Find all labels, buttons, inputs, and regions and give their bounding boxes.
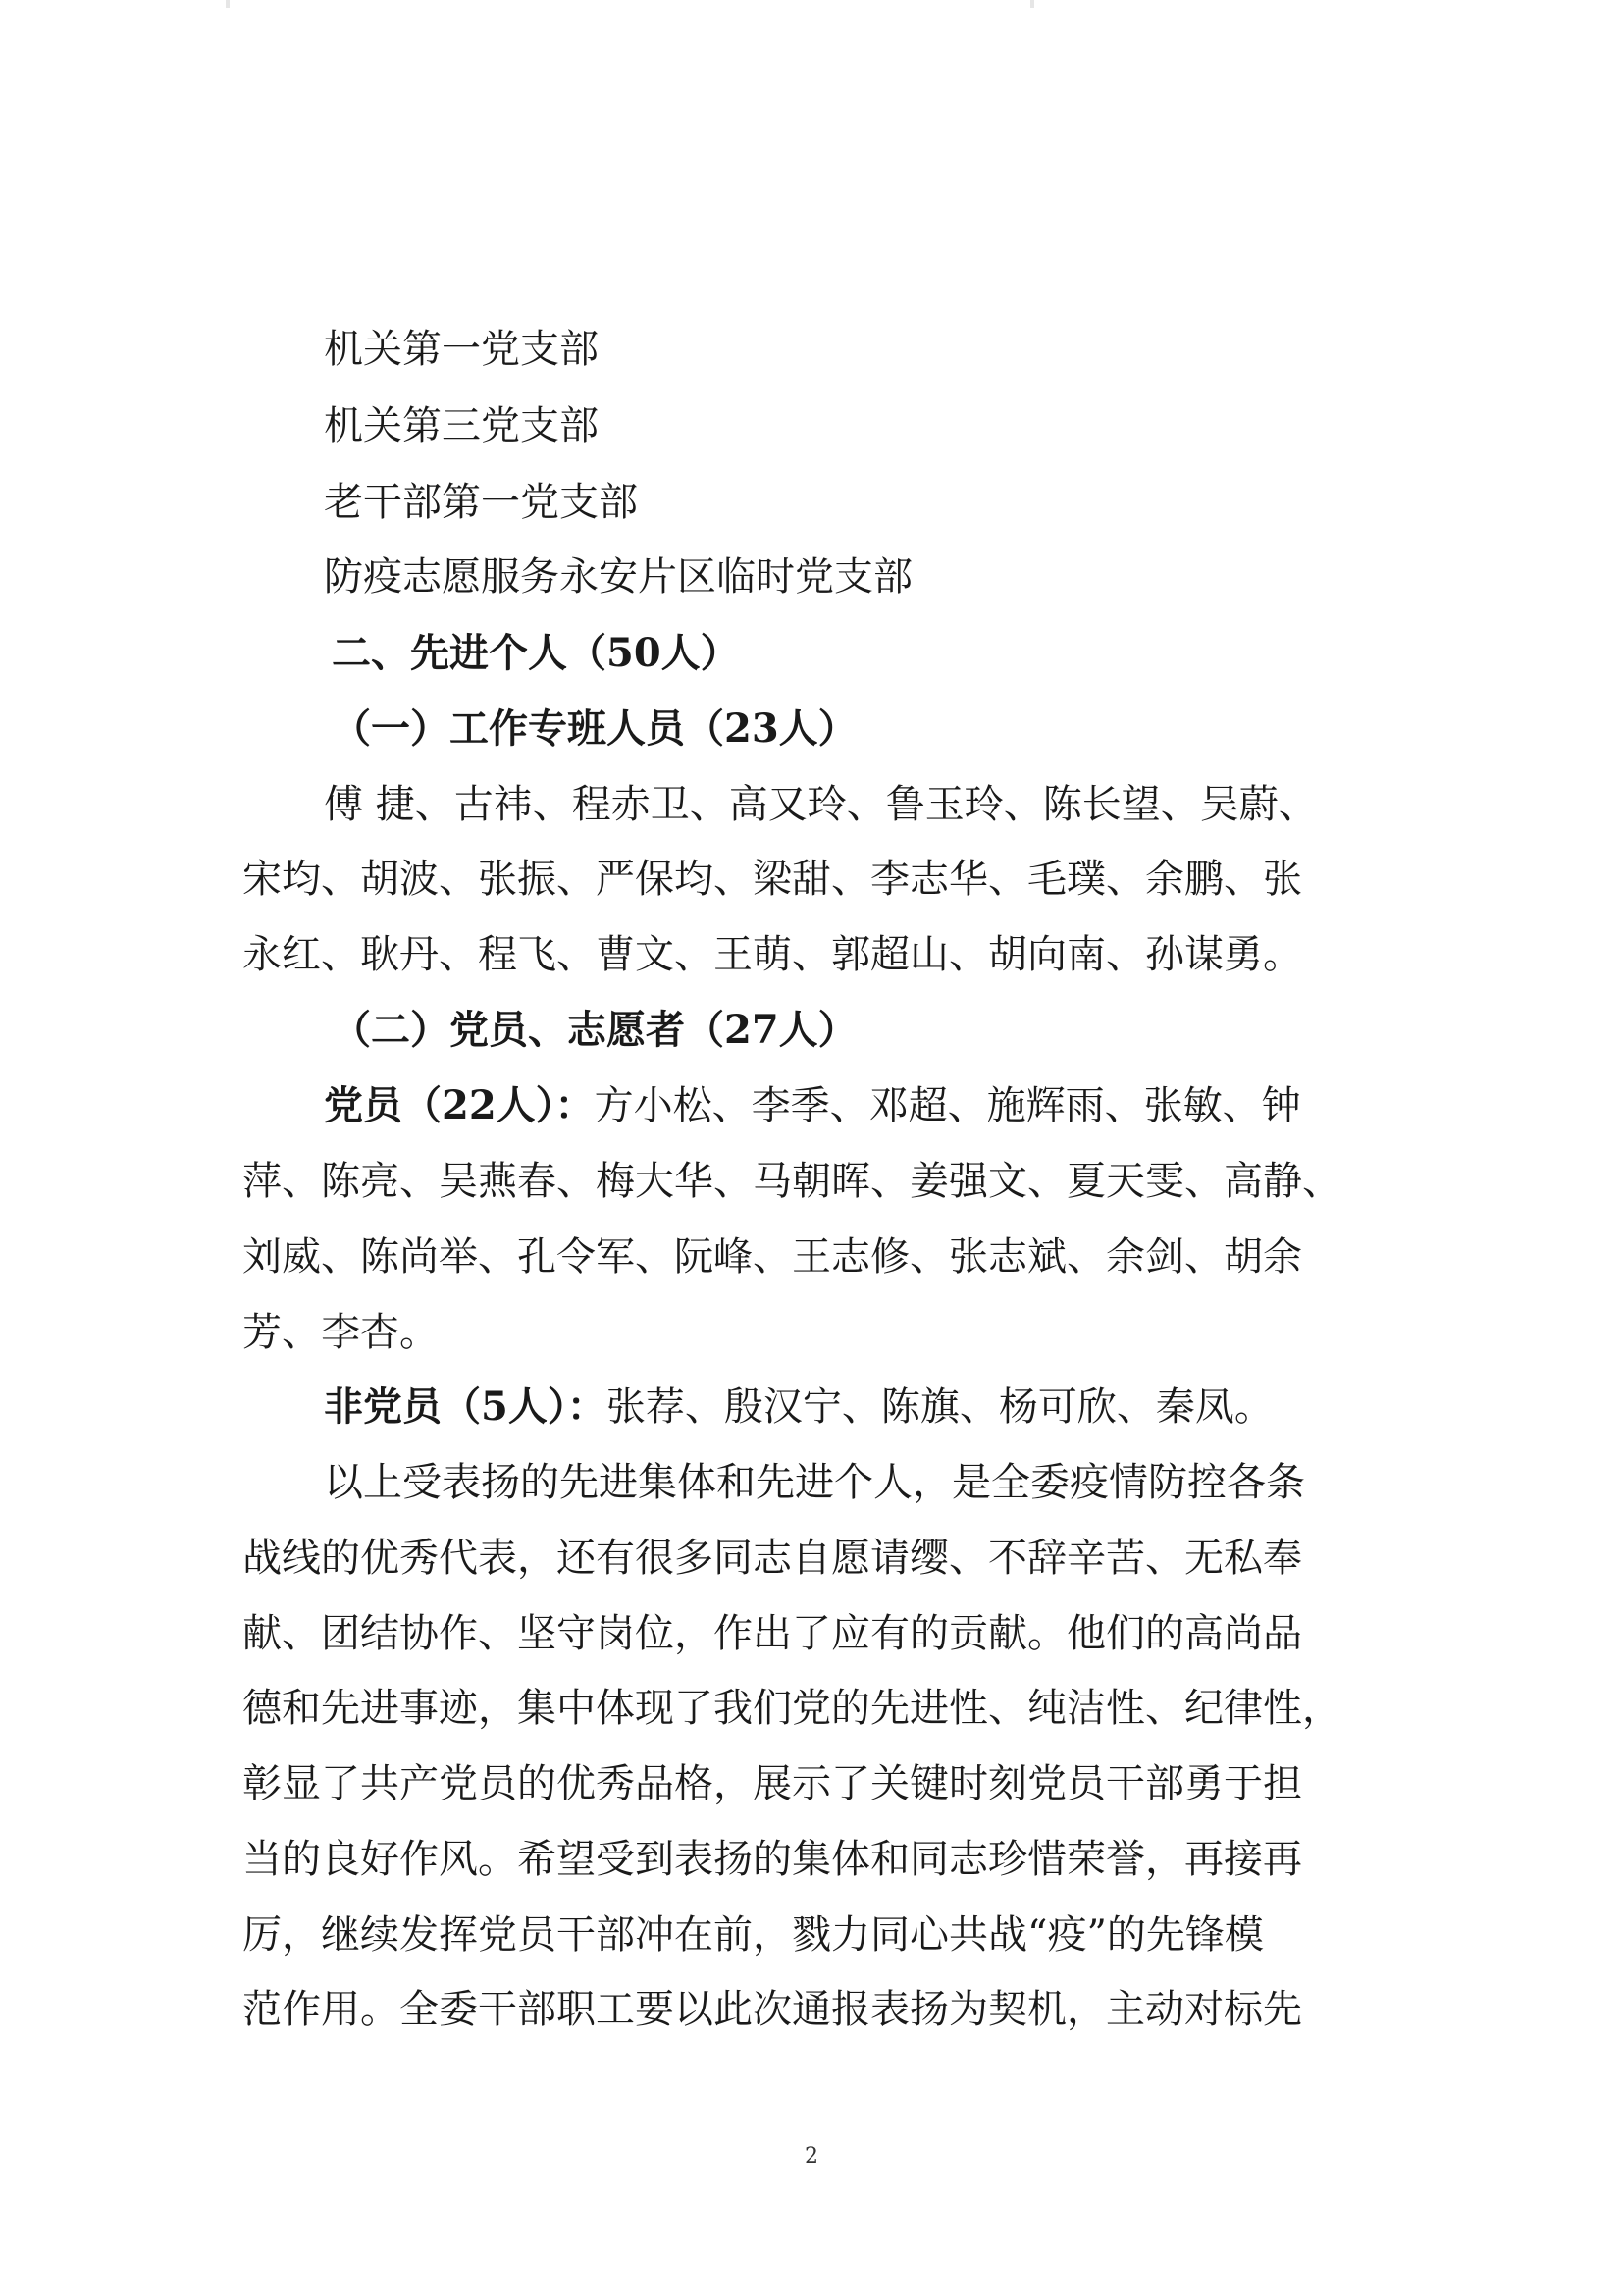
- party-members-label: 党员（22人）：: [324, 1082, 595, 1128]
- paragraph-line: 当的良好作风。希望受到表扬的集体和同志珍惜荣誉，再接再: [242, 1837, 1302, 1882]
- name-list-line: 傅 捷、古祎、程赤卫、高又玲、鲁玉玲、陈长望、吴蔚、: [324, 782, 1318, 827]
- paragraph-line: 彰显了共产党员的优秀品格，展示了关键时刻党员干部勇于担: [242, 1761, 1302, 1806]
- name-list-line: 刘威、陈尚举、孔令军、阮峰、王志修、张志斌、余剑、胡余: [242, 1234, 1302, 1279]
- page-number: 2: [805, 2144, 818, 2168]
- subsection-heading: （二）党员、志愿者（27人）: [332, 1007, 858, 1053]
- party-members-names: 方小松、李季、邓超、施辉雨、张敏、钟: [594, 1083, 1301, 1128]
- scan-artifact: [1030, 0, 1034, 8]
- paragraph-line: 德和先进事迹，集中体现了我们党的先进性、纯洁性、纪律性，: [242, 1686, 1341, 1731]
- paragraph-line: 献、团结协作、坚守岗位，作出了应有的贡献。他们的高尚品: [242, 1611, 1302, 1656]
- paragraph-line: 范作用。全委干部职工要以此次通报表扬为契机，主动对标先: [242, 1987, 1302, 2032]
- subsection-heading: （一）工作专班人员（23人）: [332, 705, 858, 752]
- non-party-line: [324, 1380, 1274, 1435]
- branch-item: 机关第一党支部: [324, 327, 599, 372]
- paragraph-line: 厉，继续发挥党员干部冲在前，戮力同心共战“疫”的先锋模: [242, 1912, 1264, 1957]
- party-members-line: [324, 1078, 1301, 1133]
- name-list-line: 芳、李杏。: [242, 1310, 439, 1355]
- name-list-line: 永红、耿丹、程飞、曹文、王萌、郭超山、胡向南、孙谋勇。: [242, 932, 1302, 977]
- branch-item: 机关第三党支部: [324, 403, 599, 448]
- section-heading: 二、先进个人（50人）: [332, 630, 740, 676]
- non-party-names: 张荐、殷汉宁、陈旗、杨可欣、秦凤。: [605, 1384, 1274, 1430]
- paragraph-line: 以上受表扬的先进集体和先进个人，是全委疫情防控各条: [324, 1460, 1305, 1505]
- scan-artifact: [226, 0, 230, 8]
- branch-item: 防疫志愿服务永安片区临时党支部: [324, 554, 913, 600]
- name-list-line: 萍、陈亮、吴燕春、梅大华、马朝晖、姜强文、夏天雯、高静、: [242, 1159, 1341, 1204]
- paragraph-line: 战线的优秀代表，还有很多同志自愿请缨、不辞辛苦、无私奉: [242, 1536, 1302, 1581]
- name-list-line: 宋均、胡波、张振、严保均、梁甜、李志华、毛璞、余鹏、张: [242, 857, 1302, 902]
- branch-item: 老干部第一党支部: [324, 480, 638, 525]
- non-party-label: 非党员（5人）：: [324, 1383, 606, 1430]
